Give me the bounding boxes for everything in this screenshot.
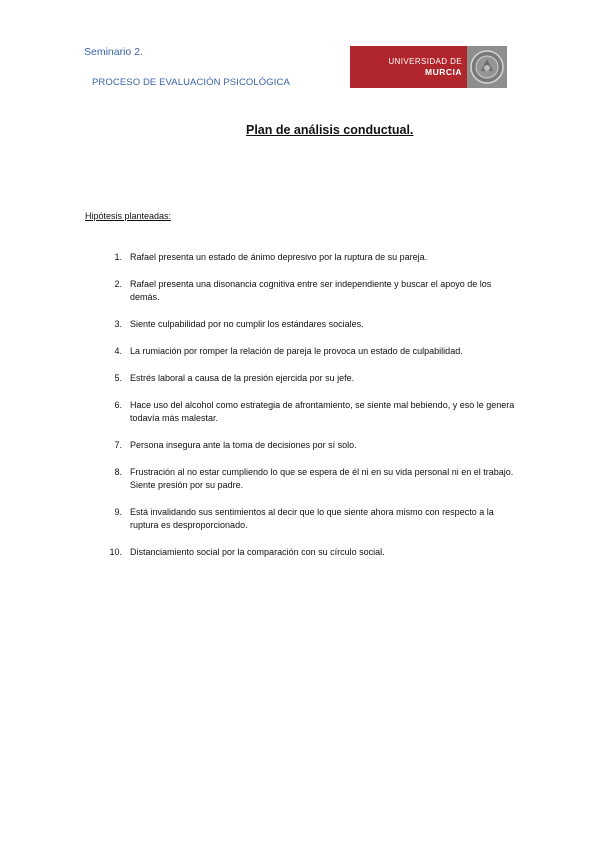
- item-text: Estrés laboral a causa de la presión ejercida por su jefe.: [130, 373, 355, 383]
- item-number: 8.: [114, 467, 122, 477]
- item-number: 6.: [114, 400, 122, 410]
- list-item: [98, 372, 518, 385]
- item-text: Rafael presenta un estado de ánimo depresivo por la ruptura de su pareja.: [130, 252, 428, 262]
- hypotheses-list: [98, 251, 518, 559]
- list-item: [98, 318, 518, 331]
- list-item: [98, 466, 518, 492]
- item-text: Hace uso del alcohol como estrategia de afrontamiento, se siente mal bebiendo, y eso le genera todavía más malestar.: [130, 400, 515, 423]
- item-text: Persona insegura ante la toma de decisiones por sí solo.: [130, 440, 357, 450]
- logo-line2: MURCIA: [425, 66, 462, 77]
- item-text: Siente culpabilidad por no cumplir los estándares sociales.: [130, 319, 364, 329]
- page-title: Plan de análisis conductual.: [246, 123, 414, 137]
- list-item: [98, 399, 518, 425]
- seal-icon: [467, 46, 507, 88]
- item-text: La rumiación por romper la relación de pareja le provoca un estado de culpabilidad.: [130, 346, 463, 356]
- list-item: [98, 251, 518, 264]
- item-text: Frustración al no estar cumpliendo lo que se espera de él ni en su vida personal ni en el trabajo. Siente presión por su padre.: [130, 467, 514, 490]
- item-text: Está invalidando sus sentimientos al decir que lo que siente ahora mismo con respecto a la ruptura es desproporcionado.: [130, 507, 494, 530]
- university-logo: [350, 46, 507, 88]
- logo-line1: UNIVERSIDAD DE: [388, 56, 462, 66]
- item-number: 5.: [114, 373, 122, 383]
- section-heading: Hipótesis planteadas:: [85, 211, 172, 221]
- item-number: 2.: [114, 279, 122, 289]
- item-number: 10.: [109, 547, 122, 557]
- logo-text: [350, 58, 466, 77]
- item-number: 7.: [114, 440, 122, 450]
- list-item: [98, 506, 518, 532]
- item-text: Distanciamiento social por la comparación con su círculo social.: [130, 547, 385, 557]
- header-seminar: Seminario 2.: [84, 46, 143, 58]
- item-number: 4.: [114, 346, 122, 356]
- item-number: 1.: [114, 252, 122, 262]
- list-item: [98, 345, 518, 358]
- list-item: [98, 439, 518, 452]
- item-number: 9.: [114, 507, 122, 517]
- item-number: 3.: [114, 319, 122, 329]
- header-process: PROCESO DE EVALUACIÓN PSICOLÓGICA: [92, 77, 290, 88]
- list-item: [98, 546, 518, 559]
- item-text: Rafael presenta una disonancia cognitiva entre ser independiente y buscar el apoyo de los demás.: [130, 279, 492, 302]
- list-item: [98, 278, 518, 304]
